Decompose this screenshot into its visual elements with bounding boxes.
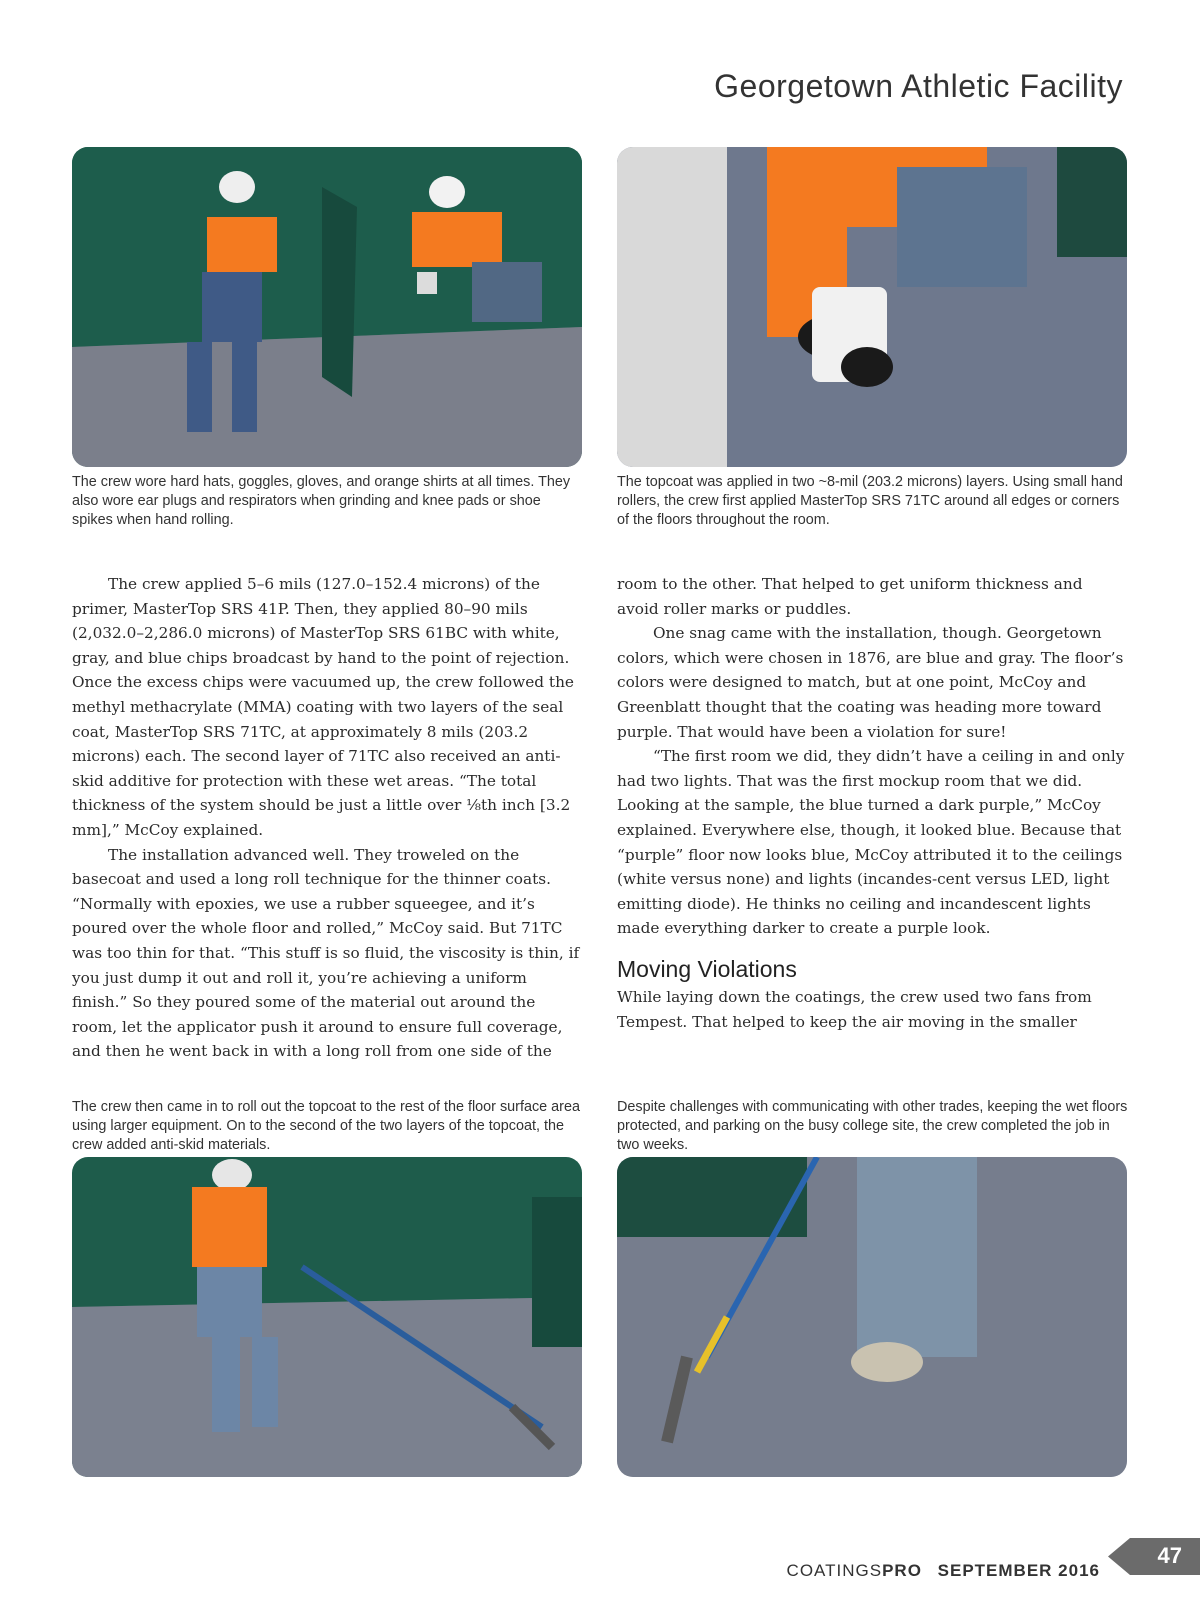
article-column-left (72, 572, 584, 1064)
brand-name-light: COATINGS (786, 1561, 883, 1580)
paragraph: The crew applied 5–6 mils (127.0–152.4 microns) of the primer, MasterTop SRS 41P. Then, they applied 80–90 mils (2,032.0–2,286.0 microns) of MasterTop SRS 61BC with white, gray, and blue chips broadcast by hand to the point of rejection. Once the excess chips were vacuumed up, the crew followed the methyl methacrylate (MMA) coating with two layers of the seal coat, MasterTop SRS 71TC, at approximately 8 mils (203.2 microns) each. The second layer of 71TC also received an anti-skid additive for protection with these wet areas. “The total thickness of the system should be just a little over ⅛th inch [3.2 mm],” McCoy explained. (72, 575, 574, 839)
caption-bottom-right: Despite challenges with communicating with other trades, keeping the wet floors protected, and parking on the busy college site, the crew completed the job in two weeks. (617, 1099, 1128, 1153)
subheading: Moving Violations (617, 955, 797, 982)
photo-topcoat-edges (617, 147, 1127, 467)
photo-roller-closeup (617, 1157, 1127, 1477)
photo-long-roll (72, 1157, 582, 1477)
paragraph: One snag came with the installation, though. Georgetown colors, which were chosen in 1876, are blue and gray. The floor’s colors were designed to match, but at one point, McCoy and Greenblatt thought that the coating was heading more toward purple. That would have been a violation for sure! (617, 624, 1124, 741)
caption-top-right: The topcoat was applied in two ~8-mil (203.2 microns) layers. Using small hand rollers, the crew first applied MasterTop SRS 71TC around all edges or corners of the floors throughout the room. (617, 474, 1123, 528)
paragraph: The installation advanced well. They troweled on the basecoat and used a long roll technique for the thinner coats. “Normally with epoxies, we use a rubber squeegee, and it’s poured over the whole floor and rolled,” McCoy said. But 71TC was too thin for that. “This stuff is so fluid, the viscosity is thin, if you just dump it out and roll it, you’re achieving a uniform finish.” So they poured some of the material out around the room, let the applicator push it around to ensure full coverage, and then he went back in with a long roll from one side of the (72, 845, 580, 1061)
article-column-right (617, 572, 1129, 1034)
issue-date: SEPTEMBER 2016 (937, 1561, 1100, 1580)
paragraph: While laying down the coatings, the crew used two fans from Tempest. That helped to keep the air moving in the smaller (617, 987, 1092, 1031)
page-number: 47 (1157, 1543, 1182, 1568)
caption-top-left: The crew wore hard hats, goggles, gloves, and orange shirts at all times. They also wore ear plugs and respirators when grinding and knee pads or shoe spikes when hand rolling. (72, 474, 571, 528)
photo-crew-hand-rolling (72, 147, 582, 467)
page-number-tab (1108, 1538, 1200, 1575)
footer-publication (787, 1561, 1100, 1581)
paragraph: “The first room we did, they didn’t have a ceiling in and only had two lights. That was the first mockup room that we did. Looking at the sample, the blue turned a dark purple,” McCoy explained. Everywhere else, though, it looked blue. Because that “purple” floor now looks blue, McCoy attributed it to the ceilings (white versus none) and lights (incandes-cent versus LED, light emitting diode). He thinks no ceiling and incandescent lights made everything darker to create a purple look. (617, 747, 1125, 938)
paragraph: room to the other. That helped to get uniform thickness and avoid roller marks or puddles. (617, 575, 1083, 618)
brand-name-bold: PRO (882, 1561, 922, 1580)
caption-bottom-left: The crew then came in to roll out the topcoat to the rest of the floor surface area using larger equipment. On to the second of the two layers of the topcoat, the crew added anti-skid materials. (72, 1099, 580, 1153)
section-title: Georgetown Athletic Facility (714, 68, 1123, 104)
